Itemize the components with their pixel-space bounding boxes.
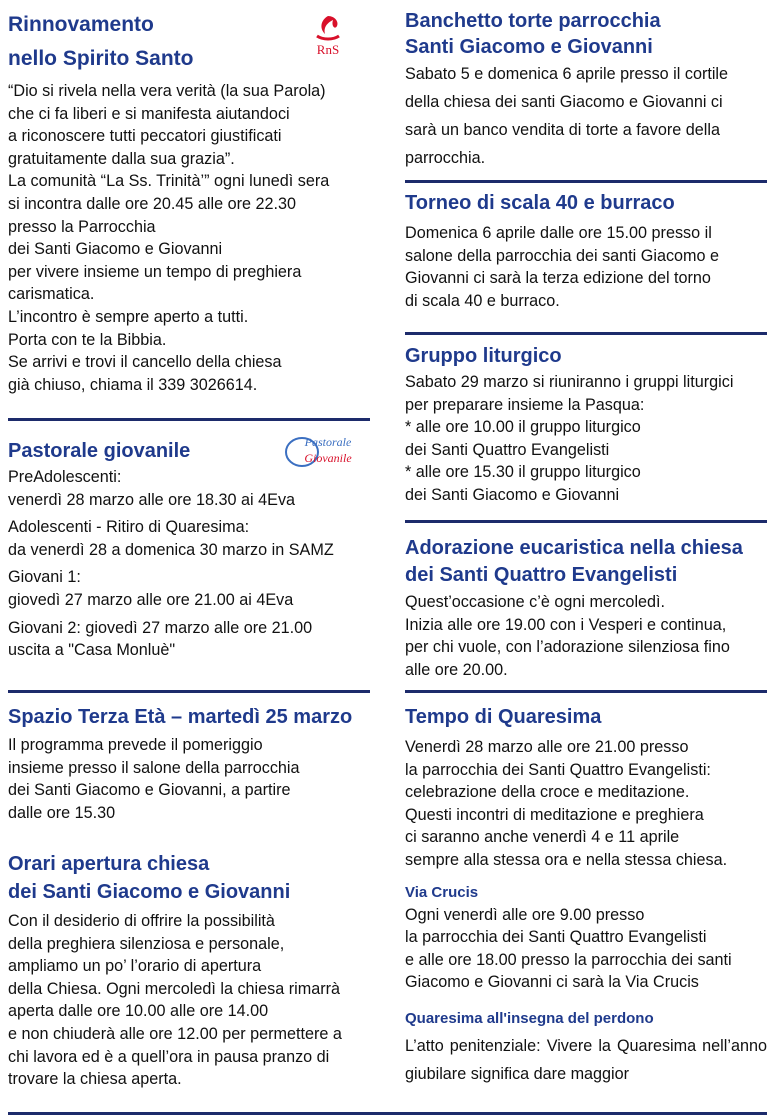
perdono-body: L’atto penitenziale: Vivere la Quaresima nell’anno giubilare significa dare maggior <box>405 1036 767 1083</box>
quaresima-section <box>405 704 767 1088</box>
pastorale-item-2: Adolescenti - Ritiro di Quaresima: da venerdì 28 a domenica 30 marzo in SAMZ <box>8 518 334 559</box>
pastorale-section <box>8 435 370 662</box>
rns-body: “Dio si rivela nella vera verità (la sua Parola) che ci fa liberi e si manifesta aiutandoci a riconoscere tutti peccatori giustificati gratuitamente dalla sua grazia”. La comunità “La Ss. Trinità’” ogni lunedì sera si incontra dalle ore 20.45 alle ore 22.30 presso la Parrocchia dei Santi Giacomo e Giovanni per vivere insieme un tempo di preghiera carismatica. L’incontro è sempre aperto a tutti. Porta con te la Bibbia. Se arrivi e trovi il cancello della chiesa già chiuso, chiama il 339 3026614. <box>8 82 330 394</box>
banchetto-section <box>405 8 767 172</box>
pastorale-item-3: Giovani 1: giovedì 27 marzo alle ore 21.00 ai 4Eva <box>8 568 294 609</box>
gruppo-title: Gruppo liturgico <box>405 345 562 367</box>
svg-text:Pastorale: Pastorale <box>304 435 352 449</box>
rns-logo-text: RnS <box>316 42 340 57</box>
quaresima-body: Venerdì 28 marzo alle ore 21.00 presso la parrocchia dei Santi Quattro Evangelisti: celebrazione della croce e meditazione. Questi incontri di meditazione e preghiera ci saranno anche venerdì 4 e 11 aprile sempre alla stessa ora e nella stessa chiesa. <box>405 738 728 869</box>
adorazione-body: Quest’occasione c’è ogni mercoledì. Inizia alle ore 19.00 con i Vesperi e continua, per chi vuole, con l’adorazione silenziosa fino alle ore 20.00. <box>405 593 730 679</box>
via-crucis-body: Ogni venerdì alle ore 9.00 presso la parrocchia dei Santi Quattro Evangelisti e alle ore 18.00 presso la parrocchia dei santi Giacomo e Giovanni ci sarà la Via Crucis <box>405 905 732 992</box>
rns-logo <box>303 10 353 58</box>
pastorale-item-4: Giovani 2: giovedì 27 marzo alle ore 21.00 uscita a "Casa Monluè" <box>8 618 313 660</box>
terza-eta-title: Spazio Terza Età – martedì 25 marzo <box>8 706 353 728</box>
orari-title: Orari apertura chiesa dei Santi Giacomo e Giovanni <box>8 853 291 903</box>
svg-text:Giovanile: Giovanile <box>304 451 352 465</box>
perdono-title: Quaresima all'insegna del perdono <box>405 1009 654 1027</box>
torneo-section <box>405 190 767 312</box>
pastorale-title: Pastorale giovanile <box>8 440 191 462</box>
gruppo-section <box>405 343 767 507</box>
torneo-title: Torneo di scala 40 e burraco <box>405 192 675 214</box>
pastorale-logo <box>280 432 364 470</box>
adorazione-title: Adorazione eucaristica nella chiesa dei Santi Quattro Evangelisti <box>405 537 743 586</box>
banchetto-body: Sabato 5 e domenica 6 aprile presso il cortile della chiesa dei santi Giacomo e Giovanni ci sarà un banco vendita di torte a favore della parrocchia. <box>405 65 729 167</box>
pastorale-item-1: PreAdolescenti: venerdì 28 marzo alle ore 18.30 ai 4Eva <box>8 468 296 509</box>
quaresima-title: Tempo di Quaresima <box>405 706 602 728</box>
via-crucis-title: Via Crucis <box>405 883 479 901</box>
adorazione-section <box>405 535 767 681</box>
bottom-divider <box>8 1112 767 1115</box>
divider <box>405 690 767 693</box>
divider <box>405 180 767 183</box>
terza-eta-section <box>8 704 370 824</box>
rns-title: Rinnovamento nello Spirito Santo <box>8 13 194 70</box>
divider <box>8 418 370 421</box>
terza-eta-body: Il programma prevede il pomeriggio insieme presso il salone della parrocchia dei Santi Giacomo e Giovanni, a partire dalle ore 15.30 <box>8 736 300 822</box>
banchetto-title: Banchetto torte parrocchia Santi Giacomo e Giovanni <box>405 10 661 58</box>
gruppo-body: Sabato 29 marzo si riuniranno i gruppi liturgici per preparare insieme la Pasqua: * alle ore 10.00 il gruppo liturgico dei Santi Quattro Evangelisti * alle ore 15.30 il gruppo liturgico dei Santi Giacomo e Giovanni <box>405 373 734 504</box>
divider <box>405 332 767 335</box>
orari-body: Con il desiderio di offrire la possibilità della preghiera silenziosa e personale, ampliamo un po’ l’orario di apertura della Chiesa. Ogni mercoledì la chiesa rimarrà aperta dalle ore 10.00 alle ore 14.00 e non chiuderà alle ore 12.00 per permettere a chi lavora ed è a quell’ora in pausa pranzo di trovare la chiesa aperta. <box>8 912 342 1089</box>
divider <box>8 690 370 693</box>
divider <box>405 520 767 523</box>
orari-section <box>8 850 370 1091</box>
rns-section <box>8 8 370 396</box>
torneo-body: Domenica 6 aprile dalle ore 15.00 presso il salone della parrocchia dei santi Giacomo e Giovanni ci sarà la terza edizione del torno di scala 40 e burraco. <box>405 224 720 310</box>
